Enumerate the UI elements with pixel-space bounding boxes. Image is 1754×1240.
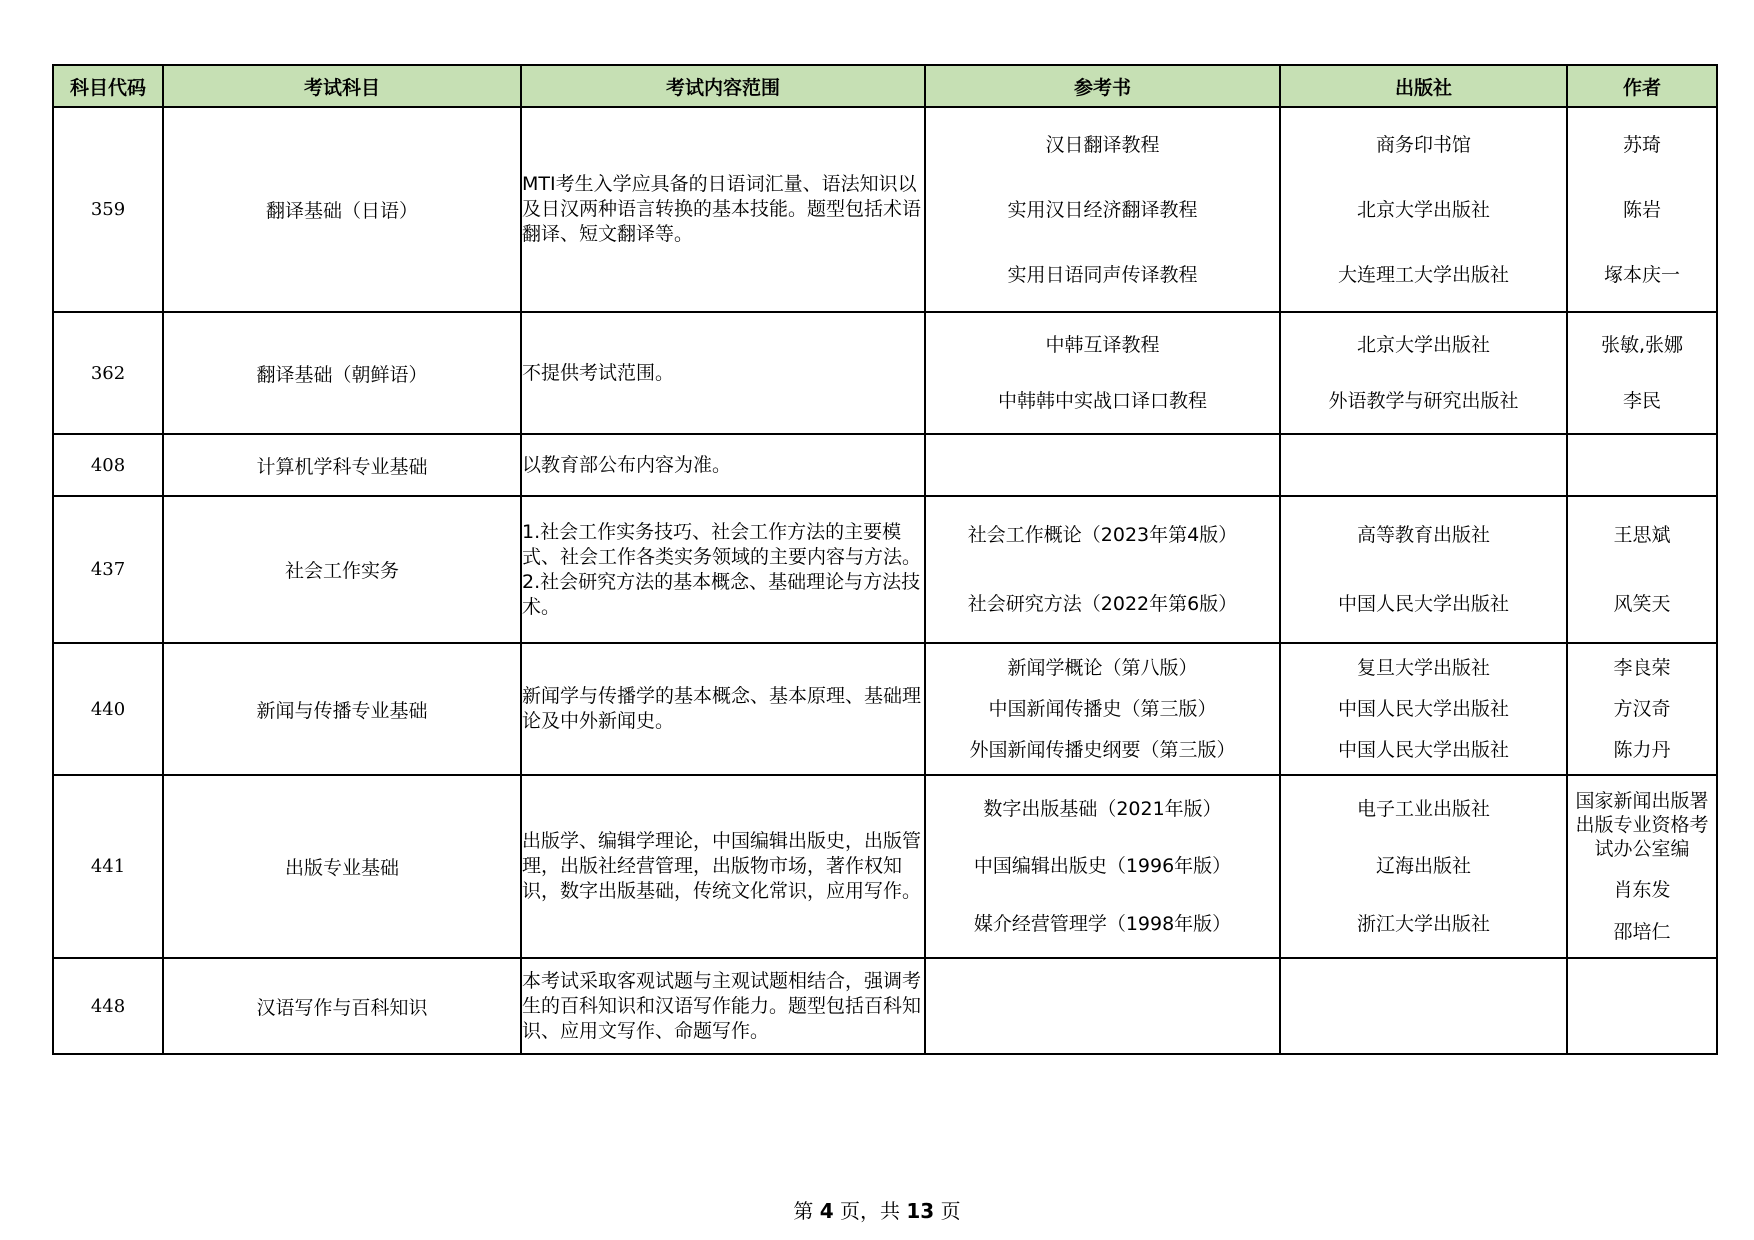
authors-list [1568,963,1716,1049]
exam-scope [521,434,925,496]
table-row [53,312,1717,434]
authors-list [1568,780,1716,953]
exam-scope [521,643,925,775]
reference-books-list [926,780,1279,953]
author: 风笑天 [1613,592,1671,615]
author: 李良荣 [1613,657,1671,680]
publishers [1280,496,1567,643]
reference-book: 实用日语同声传译教程 [1007,263,1198,286]
footer-page-number: 4 [819,1199,834,1223]
publishers-list [1281,780,1566,953]
authors-list [1568,648,1716,770]
reference-book: 数字出版基础（2021年版） [983,797,1222,820]
table-header [53,65,1717,107]
subject-code: 448 [53,958,163,1054]
reference-books-list [926,317,1279,429]
publisher: 北京大学出版社 [1356,334,1490,356]
header-code: 科目代码 [53,65,163,107]
reference-book: 实用汉日经济翻译教程 [1007,198,1198,221]
publisher: 商务印书馆 [1375,133,1471,156]
publishers [1280,775,1567,958]
authors [1567,312,1717,434]
publishers [1280,643,1567,775]
exam-scope-line: 1.社会工作实务技巧、社会工作方法的主要模式、社会工作各类实务领域的主要内容与方法。 [522,520,922,568]
reference-book: 媒介经营管理学（1998年版） [973,913,1232,936]
footer-prefix: 第 [793,1199,814,1223]
exam-scope [521,958,925,1054]
header-books: 参考书 [925,65,1280,107]
exam-table [52,64,1718,1055]
publishers-list [1281,501,1566,638]
exam-scope [521,496,925,643]
exam-scope-line: 新闻学与传播学的基本概念、基本原理、基础理论及中外新闻史。 [522,685,922,732]
table-row [53,496,1717,643]
authors-list [1568,439,1716,491]
page-footer [0,1195,1754,1224]
subject-code: 359 [53,107,163,312]
publishers-list [1281,439,1566,491]
reference-book: 中韩韩中实战口译口教程 [997,390,1207,412]
reference-book: 中国编辑出版史（1996年版） [973,855,1232,878]
subject-name: 汉语写作与百科知识 [163,958,521,1054]
footer-suffix: 页 [940,1199,961,1223]
subject-name: 社会工作实务 [163,496,521,643]
author: 国家新闻出版署出版专业资格考试办公室编 [1575,789,1709,860]
authors-list [1568,317,1716,429]
reference-book: 社会工作概论（2023年第4版） [967,524,1238,547]
publishers-list [1281,648,1566,770]
subject-code: 408 [53,434,163,496]
author: 陈岩 [1622,198,1661,221]
exam-scope-line: MTI考生入学应具备的日语词汇量、语法知识以及日汉两种语言转换的基本技能。题型包括术语翻译、短文翻译等。 [522,173,922,245]
publisher: 北京大学出版社 [1356,198,1490,221]
reference-books [925,775,1280,958]
publishers-list [1281,112,1566,307]
author: 王思斌 [1613,524,1671,547]
table-body [53,107,1717,1054]
publisher: 外语教学与研究出版社 [1328,390,1519,412]
reference-book: 外国新闻传播史纲要（第三版） [969,738,1236,761]
author: 张敏,张娜 [1600,334,1684,356]
reference-book: 中韩互译教程 [1045,334,1160,356]
publisher: 高等教育出版社 [1356,524,1490,547]
publisher: 中国人民大学出版社 [1337,592,1509,615]
exam-scope [521,107,925,312]
exam-scope-line: 不提供考试范围。 [522,361,675,384]
exam-scope-line: 出版学、编辑学理论，中国编辑出版史，出版管理，出版社经营管理，出版物市场，著作权知识，数字出版基础，传统文化常识，应用写作。 [522,830,922,902]
subject-name: 计算机学科专业基础 [163,434,521,496]
reference-books-list [926,501,1279,638]
publisher: 电子工业出版社 [1356,797,1490,820]
publisher: 浙江大学出版社 [1356,913,1490,936]
authors [1567,434,1717,496]
subject-name: 翻译基础（朝鲜语） [163,312,521,434]
publishers [1280,958,1567,1054]
reference-books [925,312,1280,434]
subject-code: 440 [53,643,163,775]
subject-name: 出版专业基础 [163,775,521,958]
publishers [1280,312,1567,434]
author: 苏琦 [1622,133,1661,156]
author: 肖东发 [1613,879,1671,902]
subject-name: 新闻与传播专业基础 [163,643,521,775]
header-scope: 考试内容范围 [521,65,925,107]
header-subject: 考试科目 [163,65,521,107]
author: 邵培仁 [1613,921,1671,944]
header-publisher: 出版社 [1280,65,1567,107]
exam-scope-line: 2.社会研究方法的基本概念、基础理论与方法技术。 [522,570,921,618]
publishers [1280,107,1567,312]
publishers [1280,434,1567,496]
reference-book: 新闻学概论（第八版） [1007,657,1198,680]
reference-books [925,434,1280,496]
author: 陈力丹 [1613,738,1671,761]
authors-list [1568,501,1716,638]
exam-scope [521,312,925,434]
reference-books [925,107,1280,312]
reference-books-list [926,439,1279,491]
publisher: 辽海出版社 [1375,855,1471,878]
reference-book: 中国新闻传播史（第三版） [988,697,1217,720]
publisher: 复旦大学出版社 [1356,657,1490,680]
authors [1567,775,1717,958]
author: 方汉奇 [1613,697,1671,720]
table-row [53,107,1717,312]
reference-book: 汉日翻译教程 [1045,133,1160,156]
publisher: 中国人民大学出版社 [1337,697,1509,720]
subject-code: 441 [53,775,163,958]
exam-scope-line: 本考试采取客观试题与主观试题相结合，强调考生的百科知识和汉语写作能力。题型包括百科知识、应用文写作、命题写作。 [522,969,922,1042]
footer-total-pages: 13 [906,1199,935,1223]
authors-list [1568,112,1716,307]
authors [1567,958,1717,1054]
reference-books-list [926,648,1279,770]
header-author: 作者 [1567,65,1717,107]
footer-mid: 页，共 [840,1199,901,1223]
subject-name: 翻译基础（日语） [163,107,521,312]
table-row [53,958,1717,1054]
publisher: 中国人民大学出版社 [1337,738,1509,761]
author: 塚本庆一 [1603,263,1680,286]
subject-code: 362 [53,312,163,434]
table-row [53,643,1717,775]
reference-books [925,643,1280,775]
authors [1567,107,1717,312]
subject-code: 437 [53,496,163,643]
table-row [53,775,1717,958]
exam-scope [521,775,925,958]
reference-books-list [926,963,1279,1049]
publishers-list [1281,963,1566,1049]
publishers-list [1281,317,1566,429]
reference-books [925,496,1280,643]
publisher: 大连理工大学出版社 [1337,263,1509,286]
reference-book: 社会研究方法（2022年第6版） [967,592,1238,615]
table-row [53,434,1717,496]
author: 李民 [1622,390,1661,412]
authors [1567,496,1717,643]
reference-books [925,958,1280,1054]
reference-books-list [926,112,1279,307]
authors [1567,643,1717,775]
exam-scope-line: 以教育部公布内容为准。 [522,453,732,476]
